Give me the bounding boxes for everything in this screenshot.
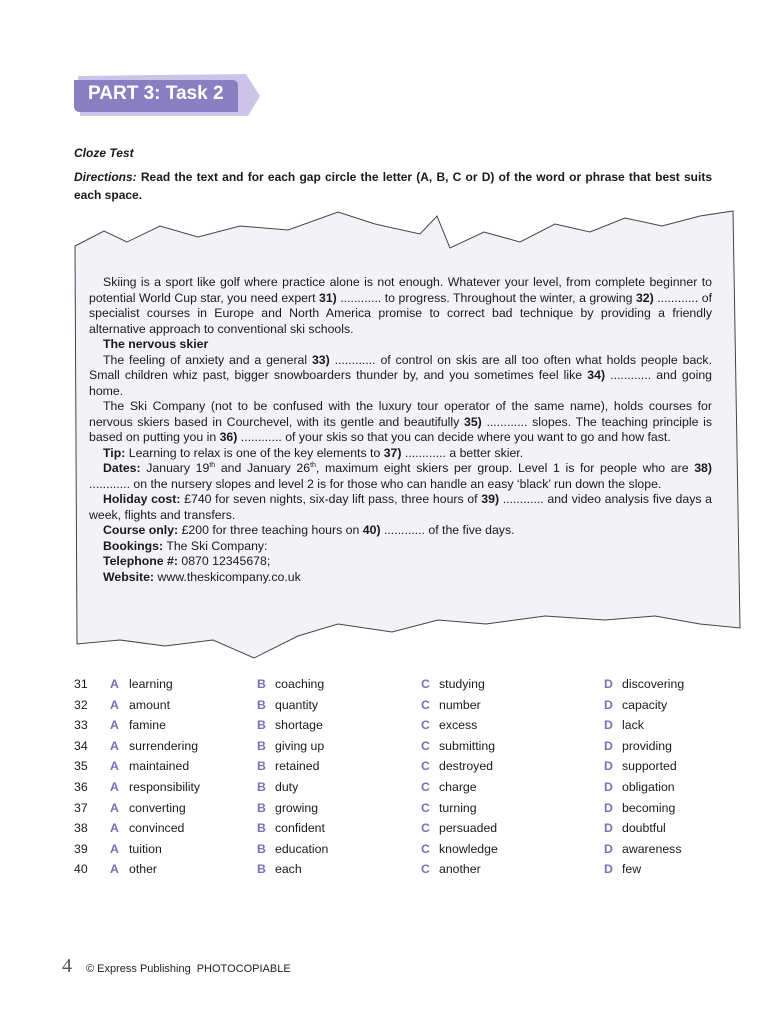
p1-text-b: ............ to progress. Throughout the winter, a growing	[336, 290, 636, 305]
option-d: capacity	[622, 697, 668, 712]
cloze-test-label: Cloze Test	[74, 146, 134, 160]
option-letter-d[interactable]: D	[604, 862, 613, 877]
gap-37: 37)	[383, 445, 402, 460]
option-letter-b[interactable]: B	[257, 862, 266, 877]
tip-text-b: ............ a better skier.	[401, 445, 524, 460]
option-a: other	[129, 862, 158, 877]
p3-text-c: ............ of your skis so that you can decide where you want to go and how fast.	[237, 430, 671, 444]
option-letter-a[interactable]: A	[110, 821, 119, 836]
option-letter-a[interactable]: A	[110, 697, 119, 712]
option-letter-d[interactable]: D	[604, 841, 613, 856]
option-b: coaching	[275, 677, 325, 691]
option-letter-c[interactable]: C	[421, 697, 430, 712]
option-letter-a[interactable]: A	[110, 841, 119, 856]
heading-nervous-skier: The nervous skier	[103, 337, 209, 351]
option-d: awareness	[622, 841, 682, 856]
course-text-a: £200 for three teaching hours on	[178, 523, 363, 537]
option-letter-c[interactable]: C	[421, 800, 430, 815]
passage-holiday-cost	[89, 492, 712, 523]
option-a: surrendering	[129, 738, 199, 753]
option-c: number	[439, 697, 481, 712]
answer-row	[74, 842, 714, 863]
option-letter-d[interactable]: D	[604, 800, 613, 815]
option-letter-b[interactable]: B	[257, 697, 266, 712]
bookings-value: The Ski Company:	[163, 538, 268, 553]
answer-row	[74, 739, 714, 760]
answer-row	[74, 759, 714, 780]
option-b: duty	[275, 779, 299, 794]
tip-text-a: Learning to relax is one of the key elements to	[125, 445, 384, 460]
bookings-label: Bookings:	[103, 538, 164, 553]
option-d: supported	[622, 759, 677, 774]
option-a: learning	[129, 677, 173, 691]
p1-text-a: Skiing is a sport like golf where practice alone is not enough. Whatever your level, from complete beginner to potential World Cup star, you need expert	[89, 275, 712, 305]
option-b: growing	[275, 800, 319, 815]
option-b: giving up	[275, 738, 325, 753]
passage-paragraph-1	[89, 275, 712, 337]
p2-text-c: ............ and going home.	[89, 368, 712, 398]
option-letter-d[interactable]: D	[604, 738, 613, 753]
answer-row	[74, 718, 714, 739]
dates-sup-1: th	[209, 461, 216, 469]
gap-34: 34)	[587, 368, 606, 382]
option-b: retained	[275, 759, 320, 774]
option-d: doubtful	[622, 821, 666, 836]
option-a: amount	[129, 697, 171, 712]
option-letter-b[interactable]: B	[257, 800, 266, 815]
question-number: 31	[74, 677, 88, 691]
option-letter-b[interactable]: B	[257, 779, 266, 794]
option-b: quantity	[275, 697, 319, 712]
option-letter-c[interactable]: C	[421, 821, 430, 836]
reading-passage	[89, 275, 712, 585]
p2-text-a: The feeling of anxiety and a general	[103, 352, 312, 367]
option-letter-d[interactable]: D	[604, 779, 613, 794]
telephone-value: 0870 12345678;	[177, 554, 271, 568]
holiday-text-b: ............ and video analysis five days a week, flights and transfers.	[89, 492, 713, 522]
course-only-label: Course only:	[103, 523, 179, 537]
answer-row	[74, 698, 714, 719]
option-letter-d[interactable]: D	[604, 759, 613, 774]
option-b: education	[275, 841, 329, 856]
option-letter-c[interactable]: C	[421, 862, 430, 877]
dates-text-a: January 19	[140, 461, 210, 475]
answer-row	[74, 801, 714, 822]
holiday-text-a: £740 for seven nights, six-day lift pass, three hours of	[180, 492, 482, 506]
dates-text-c: , maximum eight skiers per group. Level 1 is for people who are	[315, 461, 695, 475]
option-c: destroyed	[439, 759, 494, 774]
option-a: convinced	[129, 821, 185, 836]
option-b: confident	[275, 821, 325, 836]
option-c: charge	[439, 779, 477, 794]
p3-text-b: ............ slopes. The teaching principle is based on putting you in	[89, 414, 713, 444]
gap-35: 35)	[464, 414, 482, 429]
option-letter-b[interactable]: B	[257, 759, 266, 774]
footer-text	[86, 963, 291, 975]
p2-text-b: ............ of control on skis are all too often what holds people back. Small children whiz past, bigger snowboarders thunder by, and you sometimes feel like	[89, 352, 712, 382]
gap-33: 33)	[311, 352, 330, 367]
page-title: PART 3: Task 2	[88, 83, 224, 104]
option-letter-c[interactable]: C	[421, 759, 430, 774]
passage-dates	[89, 461, 712, 492]
gap-39: 39)	[481, 492, 500, 506]
p3-text-a: The Ski Company (not to be confused with the luxury tour operator of the same name), holds courses for nervous skiers based in Courchevel, with its gentle and beautifully	[89, 399, 712, 429]
question-number: 36	[74, 779, 88, 794]
passage-heading	[89, 337, 712, 353]
dates-text-b: and January 26	[215, 461, 311, 475]
option-letter-a[interactable]: A	[110, 738, 119, 753]
option-d: obligation	[622, 779, 675, 794]
option-letter-d[interactable]: D	[604, 718, 613, 733]
option-c: submitting	[439, 738, 496, 753]
passage-tip	[89, 446, 712, 462]
answer-row	[74, 780, 714, 801]
option-c: turning	[439, 800, 477, 815]
option-letter-d[interactable]: D	[604, 697, 613, 712]
option-letter-a[interactable]: A	[110, 800, 119, 815]
option-letter-c[interactable]: C	[421, 677, 430, 691]
option-d: providing	[622, 738, 672, 753]
question-number: 37	[74, 800, 88, 815]
option-letter-b[interactable]: B	[257, 718, 266, 733]
dates-sup-2: th	[310, 461, 316, 469]
option-letter-d[interactable]: D	[604, 821, 613, 836]
gap-36: 36)	[219, 430, 238, 444]
option-letter-a[interactable]: A	[110, 779, 119, 794]
passage-paragraph-2	[89, 353, 712, 400]
option-letter-b[interactable]: B	[257, 841, 266, 856]
option-letter-d[interactable]: D	[604, 677, 613, 691]
tip-label: Tip:	[103, 445, 126, 460]
gap-38: 38)	[694, 461, 712, 475]
question-number: 33	[74, 718, 88, 733]
option-a: converting	[129, 800, 186, 815]
course-text-b: ............ of the five days.	[380, 523, 515, 537]
option-letter-a[interactable]: A	[110, 862, 119, 877]
website-value: www.theskicompany.co.uk	[154, 569, 301, 584]
option-letter-c[interactable]: C	[421, 718, 430, 733]
website-label: Website:	[103, 569, 155, 584]
option-a: maintained	[129, 759, 190, 774]
page-footer	[62, 955, 291, 978]
passage-paragraph-3	[89, 399, 712, 446]
answer-row	[74, 821, 714, 842]
option-c: persuaded	[439, 821, 498, 836]
option-letter-a[interactable]: A	[110, 759, 119, 774]
question-number: 32	[74, 697, 88, 712]
gap-40: 40)	[362, 523, 381, 537]
copyright-text: © Express Publishing	[86, 963, 191, 975]
question-number: 34	[74, 738, 88, 753]
option-b: shortage	[275, 718, 323, 733]
option-d: becoming	[622, 800, 676, 815]
passage-bookings	[89, 539, 712, 555]
option-c: another	[439, 862, 481, 877]
dates-text-d: ............ on the nursery slopes and level 2 is for those who can handle an easy ‘black’ run down the slope.	[89, 476, 662, 491]
option-letter-b[interactable]: B	[257, 821, 266, 836]
telephone-label: Telephone #:	[103, 554, 178, 568]
photocopiable-text: PHOTOCOPIABLE	[196, 963, 291, 975]
option-d: lack	[622, 718, 644, 733]
option-d: few	[622, 862, 642, 877]
option-b: each	[275, 862, 302, 877]
option-letter-b[interactable]: B	[257, 677, 266, 691]
option-letter-b[interactable]: B	[257, 738, 266, 753]
option-letter-a[interactable]: A	[110, 718, 119, 733]
p1-text-c: ............ of specialist courses in Europe and North America promise to correct bad technique by providing a friendly alternative approach to conventional ski schools.	[89, 290, 712, 336]
directions-label: Directions:	[74, 170, 137, 184]
option-a: tuition	[129, 841, 162, 856]
page-number: 4	[62, 955, 72, 977]
gap-32: 32)	[635, 290, 654, 305]
option-letter-c[interactable]: C	[421, 841, 430, 856]
question-number: 38	[74, 821, 88, 836]
option-letter-c[interactable]: C	[421, 738, 430, 753]
question-number: 35	[74, 759, 88, 774]
option-c: knowledge	[439, 841, 498, 856]
option-a: responsibility	[129, 779, 201, 794]
option-a: famine	[129, 718, 166, 733]
passage-telephone	[89, 554, 712, 570]
option-c: excess	[439, 718, 478, 733]
option-letter-c[interactable]: C	[421, 779, 430, 794]
question-number: 40	[74, 862, 88, 877]
holiday-cost-label: Holiday cost:	[103, 492, 181, 506]
dates-label: Dates:	[103, 461, 141, 475]
option-letter-a[interactable]: A	[110, 677, 119, 691]
answer-row	[74, 862, 714, 883]
answer-row	[74, 677, 714, 698]
passage-website	[89, 570, 712, 586]
passage-course-only	[89, 523, 712, 539]
question-number: 39	[74, 841, 88, 856]
option-d: discovering	[622, 677, 685, 691]
answer-options	[74, 677, 714, 883]
option-c: studying	[439, 677, 485, 691]
gap-31: 31)	[319, 290, 337, 305]
directions-text: Read the text and for each gap circle the letter (A, B, C or D) of the word or phrase that best suits each space.	[74, 170, 712, 202]
